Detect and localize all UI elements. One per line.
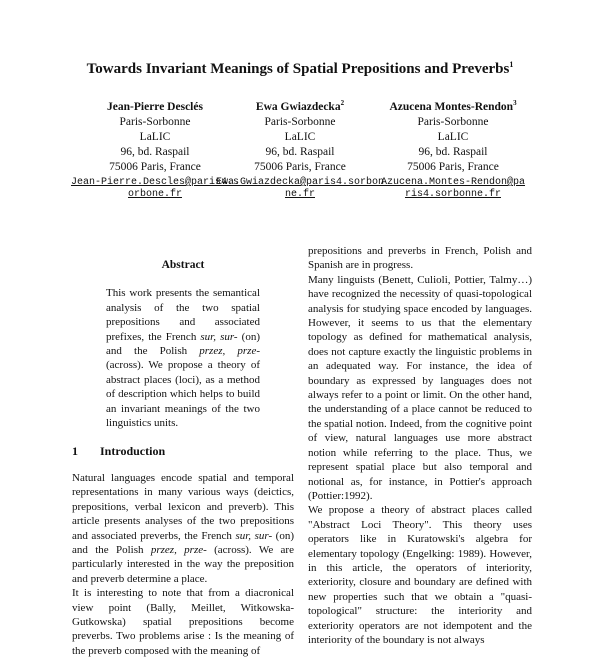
- author-lab: LaLIC: [284, 130, 316, 143]
- author-city: 75006 Paris, France: [407, 160, 499, 173]
- author-street: 96, bd. Raspail: [265, 145, 335, 158]
- author-street: 96, bd. Raspail: [418, 145, 488, 158]
- author-name: Azucena Montes-Rendon$^3$: [389, 99, 517, 113]
- paragraph: We propose a theory of abstract places called "Abstract Loci Theory". This theory uses operators like in Kuratowski's algebra for elementary topology (Engelking: 1989). However, in this article, the operators of interiority, exteriority, closure and boundary are defined with new properties such that we obtain a "quasi-topological" structure: the interiority and exteriority operators are not idempotent and the interiority of the boundary is not always: [308, 504, 532, 646]
- abstract-heading: Abstract: [161, 259, 205, 271]
- paper-title: [0, 60, 600, 78]
- author-affiliation: Paris-Sorbonne: [119, 115, 191, 128]
- title-footnote-marker: 1: [509, 60, 514, 69]
- paragraph: Many linguists (Benett, Culioli, Pottier, Talmy…) have recognized the necessity of quasi-topological analysis for studying space encoded by languages. However, it seems to us that the elementary topology as defined for mathematical analysis, does not capture exactly the linguistic problems in an adequated way. For instance, the idea of boundary as expressed by languages does not always refer to a point or limit. On the other hand, the understanding of a place cannot be reduced to the spatial notion. Indeed, from the cognitive point of view, natural languages use more abstract notion while referring to the place. Thus, we represent spatial place but also temporal and notional as, for instance, in Pottier's approach (Pottier:1992).: [308, 273, 532, 502]
- abstract-body: This work presents the semantical analysis of the two spatial prepositions and associated prefixes, the French sur, sur- (on) and the Polish przez, prze- (across). We propose a theory of abstract places (loci), as a method of description which helps to build an invariant meanings of the two linguistics units.: [106, 287, 260, 430]
- author-street: 96, bd. Raspail: [120, 145, 190, 158]
- author-lab: LaLIC: [139, 130, 171, 143]
- paragraph: It is interesting to note that from a diacronical view point (Bally, Meillet, Witkowska-Gutkowska) spatial prepositions become preverbs. Two problems arise : Is the meaning of the preverb composed with the meaning of: [72, 587, 294, 657]
- section-heading: 1 Introduction: [72, 444, 166, 459]
- author-block-3: [378, 96, 528, 202]
- author-affiliation: Paris-Sorbonne: [264, 115, 336, 128]
- author-city: 75006 Paris, France: [254, 160, 346, 173]
- author-email-link[interactable]: Azucena.Montes-Rendon@paris4.sorbonne.fr: [380, 176, 526, 201]
- author-email-link[interactable]: Ewa.Gwiazdecka@paris4.sorbonne.fr: [215, 176, 385, 201]
- author-name: Jean-Pierre Desclés: [107, 100, 203, 113]
- left-column: [72, 258, 294, 658]
- paragraph: prepositions and preverbs in French, Polish and Spanish are in progress.: [308, 245, 532, 272]
- author-name: Ewa Gwiazdecka$^2$: [255, 99, 345, 113]
- author-city: 75006 Paris, France: [109, 160, 201, 173]
- title-text: Towards Invariant Meanings of Spatial Prepositions and Preverbs: [86, 61, 510, 77]
- author-affiliation: Paris-Sorbonne: [417, 115, 489, 128]
- author-email-link[interactable]: Jean-Pierre.Descles@paris4.sorbone.fr: [70, 176, 240, 201]
- right-column: [308, 244, 532, 647]
- author-block-2: [215, 96, 385, 202]
- author-lab: LaLIC: [437, 130, 469, 143]
- paragraph: Natural languages encode spatial and temporal representations in many various ways (deictics, prepositions, verbal lexicon and preverb). This article presents analyses of the two prepositions and associated preverbs, the French sur, sur- (on) and the Polish przez, prze- (across). We are particularly interested in the way the preposition and preverb determine a place.: [72, 471, 294, 585]
